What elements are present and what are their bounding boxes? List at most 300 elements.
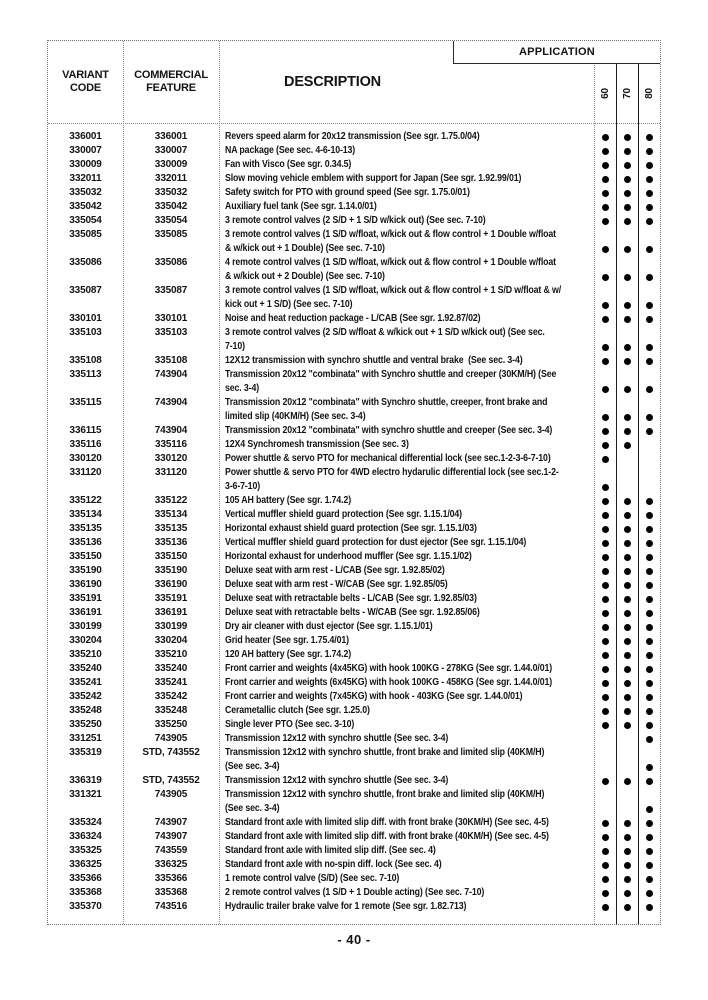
application-dot-icon: [624, 680, 631, 687]
table-row: [48, 634, 660, 648]
commercial-feature: 743559: [154, 845, 188, 856]
commercial-feature: 331120: [155, 467, 187, 478]
application-cell-70: [616, 676, 638, 690]
application-dot-icon: [602, 134, 609, 141]
application-cell-80: [638, 466, 660, 494]
commercial-feature-cell: [123, 564, 219, 578]
application-dot-icon: [624, 652, 631, 659]
application-cell-80: [638, 508, 660, 522]
description-line: Front carrier and weights (7x45KG) with hook - 403KG (See sgr. 1.44.0/01): [225, 691, 523, 702]
application-cell-60: [594, 676, 616, 690]
application-dot-icon: [602, 624, 609, 631]
application-cell-60: [594, 326, 616, 354]
commercial-feature-cell: [123, 228, 219, 256]
description-cell: [219, 900, 594, 914]
application-dot-icon: [646, 540, 653, 547]
description-line: Horizontal exhaust shield guard protection (See sgr. 1.15.1/03): [225, 523, 477, 534]
variant-code-cell: [48, 130, 123, 144]
application-column-label: 80: [643, 88, 655, 99]
description-cell: [219, 620, 594, 634]
commercial-feature: 335240: [154, 663, 188, 674]
commercial-feature-cell: [123, 774, 219, 788]
application-cell-80: [638, 844, 660, 858]
application-dot-icon: [602, 316, 609, 323]
description-line: Standard front axle with no-spin diff. lock (See sec. 4): [225, 859, 442, 870]
commercial-feature: 335086: [154, 257, 188, 268]
application-dot-icon: [624, 568, 631, 575]
table-row: [48, 466, 660, 494]
description-cell: [219, 494, 594, 508]
application-dot-icon: [624, 162, 631, 169]
variant-code: 335135: [69, 523, 102, 534]
application-cell-80: [638, 662, 660, 676]
application-cell-70: [616, 494, 638, 508]
application-cell-80: [638, 606, 660, 620]
application-cell-80: [638, 326, 660, 354]
variant-code: 336001: [69, 131, 102, 142]
application-cell-60: [594, 690, 616, 704]
application-cell-70: [616, 312, 638, 326]
description-line: Transmission 12x12 with synchro shuttle, front brake and limited slip (40KM/H): [225, 789, 545, 800]
description-line: Transmission 20x12 "combinata" with synchro shuttle and creeper (See sec. 3-4): [225, 425, 553, 436]
description-cell: [219, 284, 594, 312]
description-cell: [219, 704, 594, 718]
description-line: 7-10): [225, 341, 245, 352]
table-row: [48, 200, 660, 214]
description-cell: [219, 648, 594, 662]
description-line: Deluxe seat with retractable belts - L/CAB (See sgr. 1.92.85/03): [225, 593, 477, 604]
table-row: [48, 746, 660, 774]
application-dot-icon: [646, 316, 653, 323]
variant-code-cell: [48, 606, 123, 620]
description-cell: [219, 690, 594, 704]
description-line: Vertical muffler shield guard protection (See sgr. 1.15.1/04): [225, 509, 462, 520]
application-dot-icon: [646, 694, 653, 701]
commercial-feature-cell: [123, 634, 219, 648]
description-cell: [219, 396, 594, 424]
application-dot-icon: [602, 680, 609, 687]
application-dot-icon: [624, 274, 631, 281]
application-dot-icon: [646, 834, 653, 841]
application-cell-80: [638, 130, 660, 144]
application-dot-icon: [646, 806, 653, 813]
application-dot-icon: [646, 358, 653, 365]
application-dot-icon: [624, 512, 631, 519]
application-cell-70: [616, 788, 638, 816]
application-dot-icon: [602, 428, 609, 435]
application-cell-80: [638, 494, 660, 508]
commercial-feature: 743907: [154, 817, 188, 828]
application-dot-icon: [602, 162, 609, 169]
commercial-feature: 335103: [154, 327, 188, 338]
application-dot-icon: [646, 148, 653, 155]
application-cell-60: [594, 872, 616, 886]
commercial-feature: 335042: [154, 201, 188, 212]
application-dot-icon: [646, 862, 653, 869]
application-cell-80: [638, 186, 660, 200]
variant-code: 336115: [69, 425, 102, 436]
description-line: Hydraulic trailer brake valve for 1 remote (See sgr. 1.82.713): [225, 901, 467, 912]
commercial-feature: 336191: [154, 607, 188, 618]
application-dot-icon: [624, 610, 631, 617]
application-cell-80: [638, 900, 660, 914]
application-dot-icon: [624, 540, 631, 547]
commercial-feature-cell: [123, 186, 219, 200]
application-dot-icon: [602, 204, 609, 211]
variant-code-cell: [48, 368, 123, 396]
application-dot-icon: [602, 246, 609, 253]
commercial-feature: 743904: [154, 425, 188, 436]
application-cell-60: [594, 158, 616, 172]
description-cell: [219, 830, 594, 844]
application-cell-60: [594, 620, 616, 634]
description-line: Deluxe seat with arm rest - W/CAB (See sgr. 1.92.85/05): [225, 579, 448, 590]
description-cell: [219, 550, 594, 564]
application-cell-60: [594, 200, 616, 214]
application-dot-icon: [602, 694, 609, 701]
application-dot-icon: [624, 778, 631, 785]
application-cell-80: [638, 200, 660, 214]
table-row: [48, 704, 660, 718]
table-row: [48, 676, 660, 690]
application-dot-icon: [646, 876, 653, 883]
application-dot-icon: [646, 582, 653, 589]
application-cell-70: [616, 158, 638, 172]
commercial-feature: 335250: [154, 719, 188, 730]
commercial-feature: 335191: [154, 593, 188, 604]
application-cell-60: [594, 424, 616, 438]
application-cell-60: [594, 592, 616, 606]
table-row: [48, 494, 660, 508]
application-cell-80: [638, 732, 660, 746]
description-line: Transmission 12x12 with synchro shuttle (See sec. 3-4): [225, 733, 449, 744]
application-dot-icon: [602, 498, 609, 505]
table-row: [48, 858, 660, 872]
application-cell-80: [638, 536, 660, 550]
page-number: - 40 -: [337, 932, 371, 947]
table-row: [48, 886, 660, 900]
application-cell-60: [594, 312, 616, 326]
commercial-feature-cell: [123, 844, 219, 858]
commercial-feature-cell: [123, 172, 219, 186]
description-cell: [219, 718, 594, 732]
application-dot-icon: [624, 428, 631, 435]
application-cell-80: [638, 228, 660, 256]
variant-code: 335366: [69, 873, 102, 884]
variant-code: 335116: [69, 439, 102, 450]
application-cell-80: [638, 172, 660, 186]
variant-code: 331251: [69, 733, 102, 744]
description-cell: [219, 536, 594, 550]
commercial-feature: 335368: [154, 887, 188, 898]
description-cell: [219, 312, 594, 326]
application-dot-icon: [602, 218, 609, 225]
application-dot-icon: [624, 554, 631, 561]
commercial-feature: 743907: [154, 831, 188, 842]
commercial-feature: 335032: [154, 187, 188, 198]
application-dot-icon: [602, 512, 609, 519]
description-line: Vertical muffler shield guard protection for dust ejector (See sgr. 1.15.1/04): [225, 537, 527, 548]
table-row: [48, 326, 660, 354]
application-cell-80: [638, 550, 660, 564]
application-dot-icon: [646, 666, 653, 673]
application-cell-70: [616, 522, 638, 536]
variant-code: 335136: [69, 537, 102, 548]
table-row: [48, 256, 660, 284]
commercial-feature-cell: [123, 396, 219, 424]
application-dot-icon: [602, 456, 609, 463]
application-dot-icon: [646, 904, 653, 911]
description-line: Front carrier and weights (4x45KG) with hook 100KG - 278KG (See sgr. 1.44.0/01): [225, 663, 553, 674]
application-cell-70: [616, 606, 638, 620]
application-dot-icon: [646, 344, 653, 351]
description-cell: [219, 368, 594, 396]
variant-code: 335042: [69, 201, 102, 212]
variant-code: 335134: [69, 509, 102, 520]
application-cell-80: [638, 718, 660, 732]
table-row: [48, 284, 660, 312]
description-line: 2 remote control valves (1 S/D + 1 Double acting) (See sec. 7-10): [225, 887, 485, 898]
application-cell-70: [616, 172, 638, 186]
commercial-feature: 335150: [154, 551, 188, 562]
description-cell: [219, 508, 594, 522]
application-cell-80: [638, 676, 660, 690]
application-cell-70: [616, 438, 638, 452]
application-dot-icon: [624, 666, 631, 673]
commercial-feature: 335116: [155, 439, 187, 450]
application-cell-70: [616, 718, 638, 732]
application-cell-80: [638, 704, 660, 718]
description-line: Grid heater (See sgr. 1.75.4/01): [225, 635, 349, 646]
application-cell-70: [616, 900, 638, 914]
application-cell-70: [616, 858, 638, 872]
commercial-feature: 336001: [154, 131, 188, 142]
application-dot-icon: [624, 596, 631, 603]
application-dot-icon: [602, 722, 609, 729]
application-cell-70: [616, 256, 638, 284]
table-row: [48, 816, 660, 830]
variant-code: 330199: [69, 621, 102, 632]
application-cell-80: [638, 368, 660, 396]
commercial-feature-cell: [123, 494, 219, 508]
application-dot-icon: [646, 820, 653, 827]
variant-code-cell: [48, 536, 123, 550]
variant-code: 331321: [69, 789, 102, 800]
description-line: Noise and heat reduction package - L/CAB (See sgr. 1.92.87/02): [225, 313, 481, 324]
variant-code: 330204: [69, 635, 102, 646]
commercial-feature: 743904: [154, 397, 188, 408]
application-cell-60: [594, 844, 616, 858]
application-dot-icon: [602, 652, 609, 659]
description-cell: [219, 130, 594, 144]
variant-code-cell: [48, 872, 123, 886]
table-row: [48, 774, 660, 788]
description-line: Standard front axle with limited slip diff. (See sec. 4): [225, 845, 436, 856]
variant-code: 335054: [69, 215, 102, 226]
application-cell-70: [616, 144, 638, 158]
options-table: [47, 40, 661, 925]
variant-code-cell: [48, 354, 123, 368]
application-dot-icon: [624, 722, 631, 729]
description-cell: [219, 424, 594, 438]
application-dot-icon: [624, 302, 631, 309]
table-row: [48, 172, 660, 186]
variant-code: 336190: [69, 579, 102, 590]
description-line: Transmission 12x12 with synchro shuttle, front brake and limited slip (40KM/H): [225, 747, 545, 758]
application-cell-80: [638, 284, 660, 312]
commercial-feature-cell: [123, 158, 219, 172]
table-row: [48, 900, 660, 914]
application-dot-icon: [602, 610, 609, 617]
table-row: [48, 830, 660, 844]
application-cell-70: [616, 620, 638, 634]
variant-code: 335250: [69, 719, 102, 730]
variant-code: 332011: [69, 173, 102, 184]
application-cell-60: [594, 368, 616, 396]
application-dot-icon: [646, 512, 653, 519]
commercial-feature: 335210: [154, 649, 188, 660]
application-dot-icon: [646, 218, 653, 225]
commercial-feature: 335242: [154, 691, 188, 702]
application-dot-icon: [646, 568, 653, 575]
application-cell-60: [594, 466, 616, 494]
commercial-feature: 743905: [154, 733, 188, 744]
application-dot-icon: [646, 708, 653, 715]
application-cell-70: [616, 872, 638, 886]
application-cell-80: [638, 816, 660, 830]
application-cell-60: [594, 522, 616, 536]
description-line: Dry air cleaner with dust ejector (See sgr. 1.15.1/01): [225, 621, 433, 632]
application-cell-60: [594, 662, 616, 676]
description-line: Cerametallic clutch (See sgr. 1.25.0): [225, 705, 370, 716]
description-line: limited slip (40KM/H) (See sec. 3-4): [225, 411, 366, 422]
application-cell-60: [594, 774, 616, 788]
variant-code: 335319: [69, 747, 102, 758]
description-line: & w/kick out + 2 Double) (See sec. 7-10): [225, 271, 385, 282]
description-cell: [219, 452, 594, 466]
application-dot-icon: [646, 848, 653, 855]
variant-code: 335190: [69, 565, 102, 576]
commercial-feature-cell: [123, 354, 219, 368]
application-dot-icon: [624, 218, 631, 225]
description-line: Front carrier and weights (6x45KG) with hook 100KG - 458KG (See sgr. 1.44.0/01): [225, 677, 553, 688]
commercial-feature-cell: [123, 900, 219, 914]
commercial-feature-cell: [123, 872, 219, 886]
application-cell-70: [616, 424, 638, 438]
application-cell-80: [638, 564, 660, 578]
application-dot-icon: [624, 624, 631, 631]
application-cell-60: [594, 550, 616, 564]
description-line: Deluxe seat with arm rest - L/CAB (See sgr. 1.92.85/02): [225, 565, 445, 576]
commercial-feature-cell: [123, 550, 219, 564]
application-cell-80: [638, 872, 660, 886]
application-dot-icon: [646, 736, 653, 743]
application-dot-icon: [602, 778, 609, 785]
description-line: Power shuttle & servo PTO for 4WD electro hydarulic differential lock (see sec.1-2-: [225, 467, 559, 478]
application-cell-60: [594, 648, 616, 662]
header-application: APPLICATION: [453, 41, 660, 64]
application-dot-icon: [602, 708, 609, 715]
application-dot-icon: [624, 820, 631, 827]
application-cell-60: [594, 396, 616, 424]
application-dot-icon: [646, 204, 653, 211]
variant-code-cell: [48, 522, 123, 536]
description-line: Transmission 20x12 "combinata" with Synchro shuttle and creeper (30KM/H) (See: [225, 369, 557, 380]
variant-code-cell: [48, 508, 123, 522]
table-row: [48, 144, 660, 158]
application-cell-60: [594, 354, 616, 368]
header-variant-code: VARIANT CODE: [62, 69, 109, 94]
table-frame: [48, 41, 660, 924]
description-line: Power shuttle & servo PTO for mechanical differential lock (see sec.1-2-3-6-7-10): [225, 453, 551, 464]
commercial-feature-cell: [123, 578, 219, 592]
application-cell-70: [616, 508, 638, 522]
application-cell-60: [594, 746, 616, 774]
application-dot-icon: [624, 834, 631, 841]
application-cell-80: [638, 830, 660, 844]
application-cell-80: [638, 648, 660, 662]
application-cell-80: [638, 690, 660, 704]
description-cell: [219, 228, 594, 256]
commercial-feature-cell: [123, 312, 219, 326]
variant-code-cell: [48, 676, 123, 690]
description-line: kick out + 1 S/D) (See sec. 7-10): [225, 299, 353, 310]
description-cell: [219, 256, 594, 284]
application-dot-icon: [624, 876, 631, 883]
application-cell-80: [638, 774, 660, 788]
application-dot-icon: [646, 722, 653, 729]
application-cell-80: [638, 214, 660, 228]
description-cell: [219, 564, 594, 578]
variant-code: 336319: [69, 775, 102, 786]
variant-code-cell: [48, 704, 123, 718]
application-cell-80: [638, 158, 660, 172]
application-cell-70: [616, 592, 638, 606]
commercial-feature: STD, 743552: [142, 775, 200, 786]
application-dot-icon: [624, 176, 631, 183]
description-line: 3 remote control valves (1 S/D w/float, w/kick out & flow control + 1 Double w/float: [225, 229, 556, 240]
commercial-feature-cell: [123, 690, 219, 704]
application-dot-icon: [602, 190, 609, 197]
commercial-feature: 743516: [154, 901, 188, 912]
application-dot-icon: [602, 554, 609, 561]
application-dot-icon: [602, 302, 609, 309]
commercial-feature-cell: [123, 816, 219, 830]
application-cell-70: [616, 746, 638, 774]
table-row: [48, 368, 660, 396]
application-cell-70: [616, 662, 638, 676]
application-cell-60: [594, 186, 616, 200]
commercial-feature: 332011: [155, 173, 187, 184]
application-cell-60: [594, 144, 616, 158]
application-cell-70: [616, 578, 638, 592]
application-cell-70: [616, 830, 638, 844]
application-dot-icon: [646, 638, 653, 645]
commercial-feature-cell: [123, 256, 219, 284]
application-dot-icon: [624, 246, 631, 253]
commercial-feature-cell: [123, 536, 219, 550]
description-line: Standard front axle with limited slip diff. with front brake (40KM/H) (See sec. 4-5): [225, 831, 549, 842]
application-cell-70: [616, 354, 638, 368]
variant-code: 336325: [69, 859, 102, 870]
variant-code: 335150: [69, 551, 102, 562]
application-dot-icon: [602, 820, 609, 827]
table-row: [48, 578, 660, 592]
description-line: Transmission 12x12 with synchro shuttle (See sec. 3-4): [225, 775, 449, 786]
variant-code-cell: [48, 452, 123, 466]
application-dot-icon: [602, 358, 609, 365]
application-cell-60: [594, 172, 616, 186]
